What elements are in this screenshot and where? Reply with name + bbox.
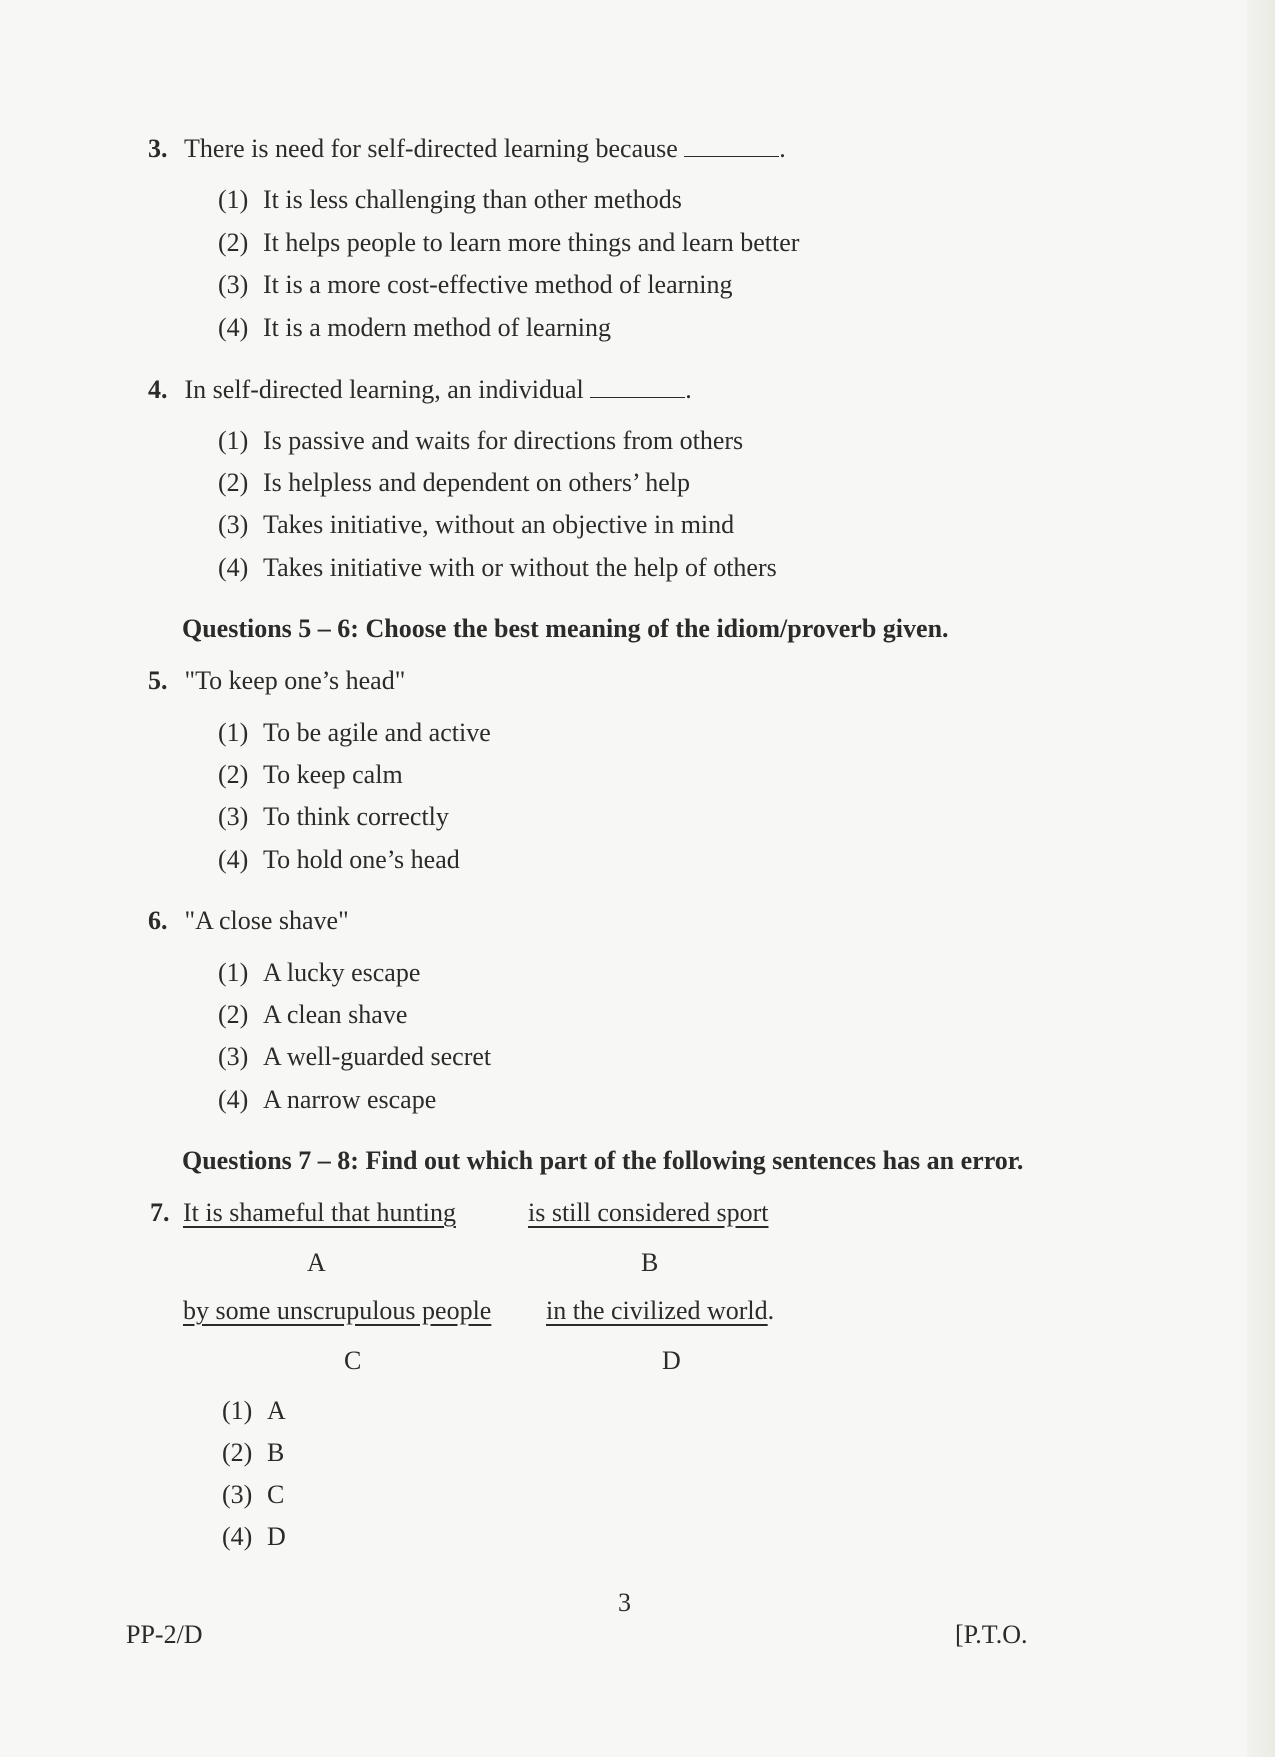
q6-option-3 (218, 1042, 491, 1072)
q7-option-4 (222, 1522, 286, 1552)
option-number: (4) (218, 1085, 249, 1114)
q3-option-4 (218, 313, 611, 343)
q7-option-2 (222, 1438, 284, 1468)
question-number: 3. (148, 134, 168, 163)
sentence-part-d: in the civilized world (546, 1296, 768, 1325)
option-text: To be agile and active (263, 718, 491, 747)
option-number: (3) (222, 1480, 253, 1509)
q5-option-4 (218, 845, 460, 875)
sentence-end: . (767, 1296, 775, 1325)
option-number: (1) (222, 1396, 253, 1425)
option-number: (1) (218, 185, 249, 214)
option-text: To keep calm (263, 760, 403, 789)
sentence-part-a: It is shameful that hunting (183, 1198, 456, 1227)
question-text: There is need for self-directed learning because (184, 134, 678, 163)
q3-option-2 (218, 228, 799, 258)
q7-option-3 (222, 1480, 284, 1510)
option-text: Takes initiative, without an objective in mind (263, 510, 735, 539)
q5-option-1 (218, 718, 491, 748)
part-label-b: B (641, 1248, 659, 1277)
option-text: It is less challenging than other methods (263, 185, 682, 214)
part-label-a: A (307, 1248, 326, 1277)
option-text: It helps people to learn more things and learn better (263, 228, 800, 257)
page-number: 3 (618, 1588, 631, 1617)
section-heading-5-6: Questions 5 – 6: Choose the best meaning of the idiom/proverb given. (182, 614, 949, 643)
option-number: (3) (218, 802, 249, 831)
option-text: B (267, 1438, 285, 1467)
option-text: To hold one’s head (263, 845, 460, 874)
q6-option-1 (218, 958, 420, 988)
option-text: Takes initiative with or without the help of others (263, 553, 777, 582)
question-4 (148, 375, 692, 405)
option-number: (3) (218, 510, 249, 539)
option-text: It is a more cost-effective method of learning (263, 270, 733, 299)
question-text: "To keep one’s head" (184, 666, 406, 695)
option-number: (4) (222, 1522, 253, 1551)
question-end: . (779, 134, 786, 163)
option-number: (3) (218, 270, 249, 299)
q4-option-2 (218, 468, 690, 498)
option-number: (1) (218, 958, 249, 987)
option-text: A lucky escape (263, 958, 421, 987)
question-text: In self-directed learning, an individual (184, 375, 584, 404)
option-text: A (267, 1396, 286, 1425)
question-number: 7. (150, 1198, 170, 1227)
q3-option-1 (218, 185, 682, 215)
answer-blank (684, 136, 779, 157)
q4-option-3 (218, 510, 734, 540)
option-text: Is helpless and dependent on others’ help (263, 468, 690, 497)
q7-option-1 (222, 1396, 286, 1426)
option-number: (4) (218, 553, 249, 582)
sentence-part-c: by some unscrupulous people (183, 1296, 492, 1325)
sentence-part-d-wrap (546, 1296, 774, 1326)
option-number: (4) (218, 313, 249, 342)
option-number: (2) (218, 760, 249, 789)
option-text: D (267, 1522, 286, 1551)
question-3 (148, 134, 786, 164)
option-number: (2) (218, 1000, 249, 1029)
option-text: Is passive and waits for directions from others (263, 426, 744, 455)
question-end: . (685, 375, 692, 404)
question-number: 4. (148, 375, 168, 404)
answer-blank (590, 377, 685, 398)
question-number: 6. (148, 906, 168, 935)
question-number: 5. (148, 666, 168, 695)
please-turn-over: [P.T.O. (955, 1620, 1028, 1649)
option-text: It is a modern method of learning (263, 313, 612, 342)
option-number: (2) (222, 1438, 253, 1467)
option-text: A narrow escape (263, 1085, 437, 1114)
q5-option-3 (218, 802, 449, 832)
q6-option-4 (218, 1085, 436, 1115)
option-text: To think correctly (263, 802, 449, 831)
part-label-c: C (344, 1346, 362, 1375)
option-number: (3) (218, 1042, 249, 1071)
q4-option-4 (218, 553, 777, 583)
q3-option-3 (218, 270, 733, 300)
option-text: A clean shave (263, 1000, 408, 1029)
question-6 (148, 906, 349, 936)
option-number: (1) (218, 718, 249, 747)
option-text: C (267, 1480, 285, 1509)
option-number: (4) (218, 845, 249, 874)
part-label-d: D (662, 1346, 681, 1375)
section-heading-7-8: Questions 7 – 8: Find out which part of the following sentences has an error. (182, 1146, 1024, 1175)
option-number: (2) (218, 228, 249, 257)
q6-option-2 (218, 1000, 407, 1030)
question-text: "A close shave" (184, 906, 349, 935)
question-7-number (150, 1198, 180, 1228)
option-number: (2) (218, 468, 249, 497)
paper-code: PP-2/D (126, 1620, 203, 1649)
question-5 (148, 666, 405, 696)
option-number: (1) (218, 426, 249, 455)
sentence-part-b: is still considered sport (528, 1198, 769, 1227)
option-text: A well-guarded secret (263, 1042, 492, 1071)
q5-option-2 (218, 760, 403, 790)
q4-option-1 (218, 426, 743, 456)
